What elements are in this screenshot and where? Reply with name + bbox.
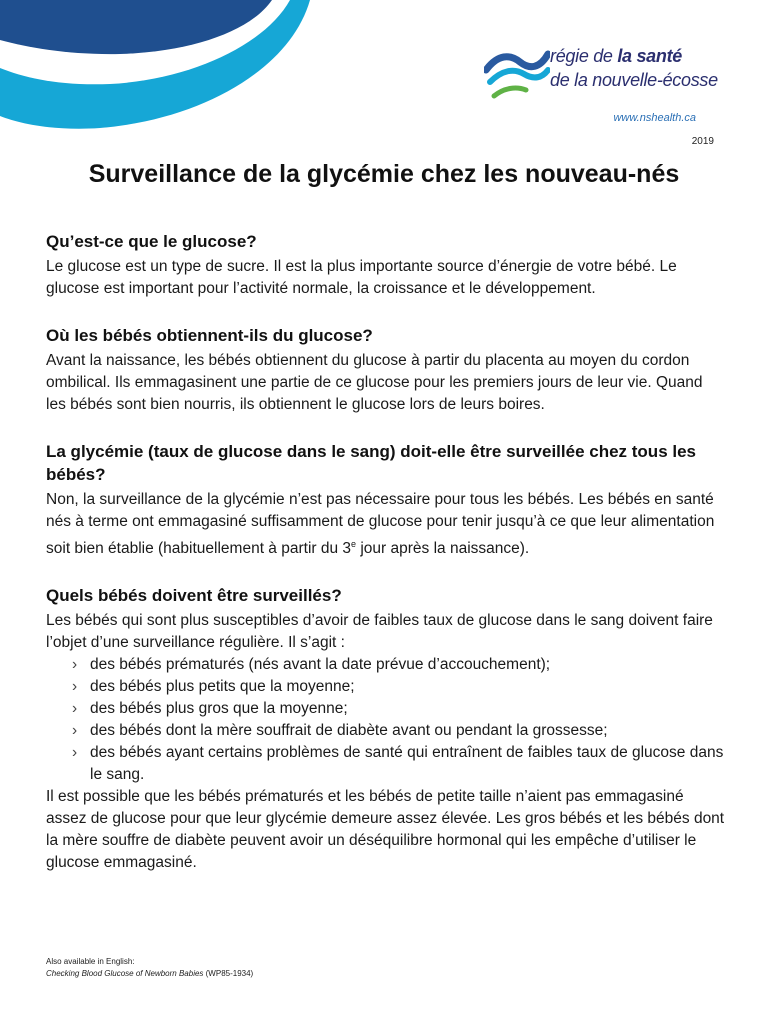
list-item: › des bébés prématurés (nés avant la date prévue d’accouchement); <box>72 654 726 676</box>
section-outro: Il est possible que les bébés prématurés et les bébés de petite taille n’aient pas emmagasiné assez de glucose pour que leur glycémie demeure assez élevée. Les gros bébés et les bébés dont la mère souffre de diabète peuvent avoir un déséquilibre hormonal qui les empêche d’utiliser le glucose emmagasiné. <box>46 788 725 872</box>
website-link[interactable]: www.nshealth.ca <box>613 112 696 124</box>
section-text: Non, la surveillance de la glycémie n’est pas nécessaire pour tous les bébés. Les bébés en santé nés à terme ont emmagasiné suffisamment de glucose pour tenir jusqu’à ce que leur alimentation soit bien établie (habituellement à partir du 3e jour après la naissance). <box>46 491 715 558</box>
list-item: › des bébés ayant certains problèmes de santé qui entraînent de faibles taux de glucose dans le sang. <box>72 742 726 786</box>
section-heading: Quels bébés doivent être surveillés? <box>46 586 342 606</box>
footer-line1: Also available in English: <box>46 957 135 966</box>
section-heading: Qu’est-ce que le glucose? <box>46 232 257 251</box>
document-body <box>46 230 726 898</box>
publication-year: 2019 <box>691 136 714 147</box>
page-title: Surveillance de la glycémie chez les nouveau-nés <box>88 160 680 188</box>
list-item: › des bébés plus petits que la moyenne; <box>72 676 726 698</box>
section-text: Le glucose est un type de sucre. Il est la plus importante source d’énergie de votre bébé. Le glucose est important pour l’activité normale, la croissance et le développement. <box>46 258 677 297</box>
corner-swoosh-graphic <box>0 0 310 130</box>
nshealth-logo <box>484 28 748 108</box>
wave-logo-icon <box>484 32 550 102</box>
logo-text-line1: régie de la santé <box>550 46 682 66</box>
section-what-is-glucose <box>46 230 726 300</box>
footer-note <box>46 956 253 980</box>
section-text: Avant la naissance, les bébés obtiennent du glucose à partir du placenta au moyen du cordon ombilical. Ils emmagasinent une partie de ce glucose pour les premiers jours de leur vie. Quand les bébés sont bien nourris, ils obtiennent le glucose lors de leurs boires. <box>46 352 703 413</box>
logo-text-line2: de la nouvelle-écosse <box>550 70 718 90</box>
section-heading: La glycémie (taux de glucose dans le sang) doit-elle être surveillée chez tous les bébés? <box>46 442 697 484</box>
list-item: › des bébés plus gros que la moyenne; <box>72 698 726 720</box>
section-which-babies <box>46 584 726 874</box>
list-item: › des bébés dont la mère souffrait de diabète avant ou pendant la grossesse; <box>72 720 726 742</box>
section-glucose-source <box>46 324 726 416</box>
section-intro: Les bébés qui sont plus susceptibles d’avoir de faibles taux de glucose dans le sang doivent faire l’objet d’une surveillance régulière. Il s’agit : <box>46 612 713 652</box>
footer-line2: Checking Blood Glucose of Newborn Babies (WP85-1934) <box>46 969 254 978</box>
bullet-list <box>46 654 726 786</box>
section-heading: Où les bébés obtiennent-ils du glucose? <box>46 326 373 345</box>
section-monitoring-all-babies <box>46 440 726 560</box>
